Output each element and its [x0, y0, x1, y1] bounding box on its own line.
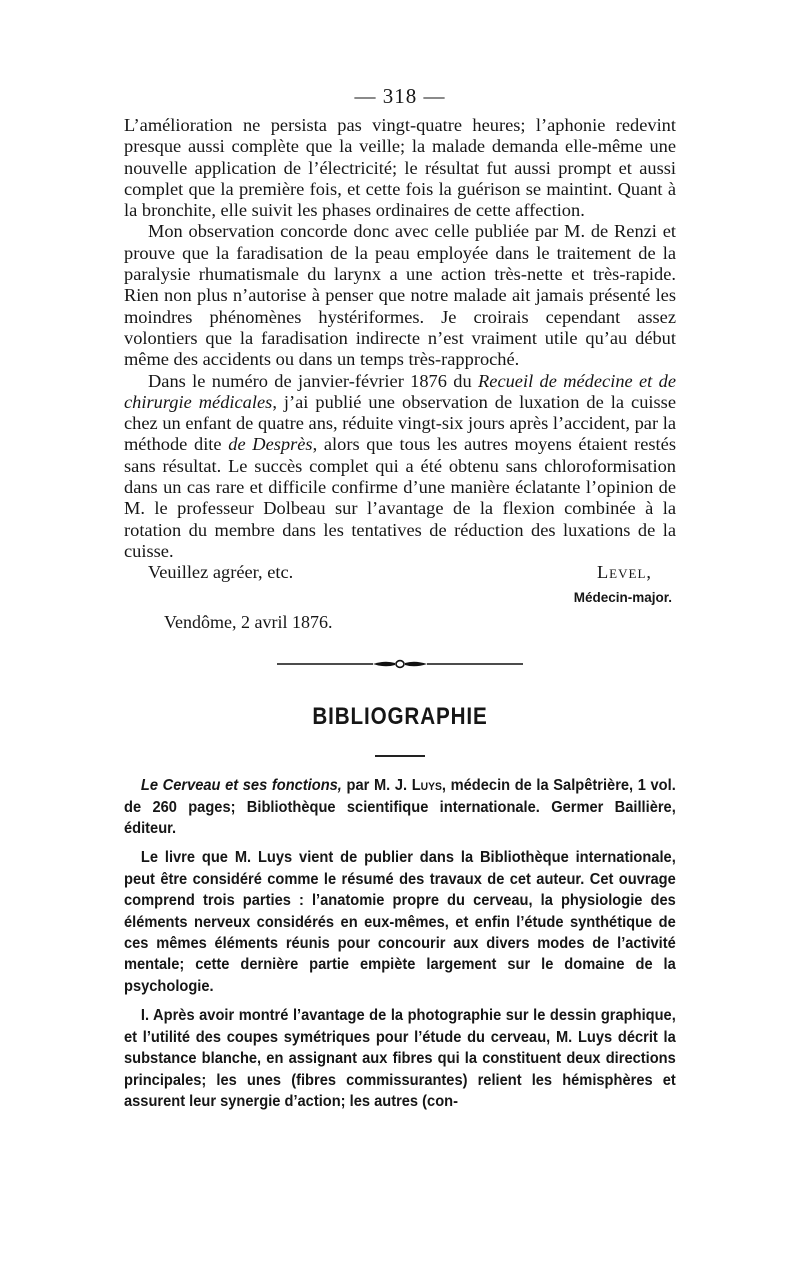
review-paragraph-2: I. Après avoir montré l’avantage de la photographie sur le dessin graphique, et l’utilité des coupes symétriques pour l’étude du cerveau, M. Luys décrit la substance blanche, en assignant aux fibres qui la constituent deux directions principales; les unes (fibres commissurantes) relient les hémisphères et assurent leur synergie d’action; les autres (con- [124, 1007, 676, 1110]
book-author: Luys [411, 777, 442, 795]
closing-greeting: Veuillez agréer, etc. [148, 562, 294, 583]
bibliography-section [124, 775, 676, 1112]
paragraph-3-start: Dans le numéro de janvier-février 1876 du [148, 370, 479, 391]
ornament-divider [277, 659, 523, 669]
dateline: Vendôme, 2 avril 1876. [164, 612, 333, 633]
signature-title: Médecin-major. [573, 590, 672, 606]
paragraph-3-end: , alors que tous les autres moyens étaient restés sans résultat. Le succès complet qui a été obtenu sans chloroformisation dans un cas rare et difficile confirme d’une manière éclatante l’opinion de M. le professeur Dolbeau sur l’avantage de la flexion combinée à la rotation du membre dans les tentatives de réduction des luxations de la cuisse. [124, 434, 676, 561]
title-rule [375, 755, 425, 757]
signature-block [574, 562, 676, 608]
signature-name: Level, [596, 562, 652, 583]
review-paragraph-1: Le livre que M. Luys vient de publier dans la Bibliothèque internationale, peut être considéré comme le résumé des travaux de cet auteur. Cet ouvrage comprend trois parties : l’anatomie propre du cerveau, la physiologie des éléments nerveux considérés en eux-mêmes, et enfin l’étude synthétique de ces mêmes éléments réunis pour concourir aux divers modes de l’activité mentale; cette dernière partie empiète largement sur le domaine de la psychologie. [124, 849, 676, 995]
journal-title: Recueil de médecine et de chirurgie médicales [124, 370, 676, 412]
method-name: de Desprès [228, 434, 313, 455]
page [124, 84, 676, 1112]
paragraph-3-middle: , j’ai publié une observation de luxation de la cuisse chez un enfant de quatre ans, réduite vingt-six jours après l’accident, par la méthode dite [124, 391, 676, 455]
letter-paragraph-1: L’amélioration ne persista pas vingt-quatre heures; l’aphonie redevint presque aussi complète que la veille; la malade demanda elle-même une nouvelle application de l’électricité; le résultat fut aussi prompt et aussi complet que la première fois, et cette fois la guérison se maintint. Quant à la bronchite, elle suivit les phases ordinaires de cette affection. [124, 115, 676, 221]
book-details: , médecin de la Salpêtrière, 1 vol. de 260 pages; Bibliothèque scientifique internationale. Germer Baillière, éditeur. [124, 777, 676, 838]
book-title: Le Cerveau et ses fonctions, [140, 777, 342, 795]
letter-paragraph-2: Mon observation concorde donc avec celle publiée par M. de Renzi et prouve que la faradisation de la peau employée dans le traitement de la paralysie rhumatismale du larynx a une action très-nette et très-rapide. Rien non plus n’autorise à penser que notre malade ait jamais présenté les moindres phénomènes hystériformes. Je croirais cependant assez volontiers que la faradisation indirecte n’est vraiment utile qu’au début même des accidents ou dans un temps très-rapproché. [124, 221, 676, 370]
letter-paragraph-3 [124, 371, 676, 563]
page-number: — 318 — [354, 84, 446, 108]
letter-body [124, 115, 676, 562]
section-title: BIBLIOGRAPHIE [312, 703, 488, 731]
closing-row [124, 562, 676, 608]
bibliography-entry [124, 775, 676, 839]
book-author-prefix: par M. J. [341, 777, 412, 795]
